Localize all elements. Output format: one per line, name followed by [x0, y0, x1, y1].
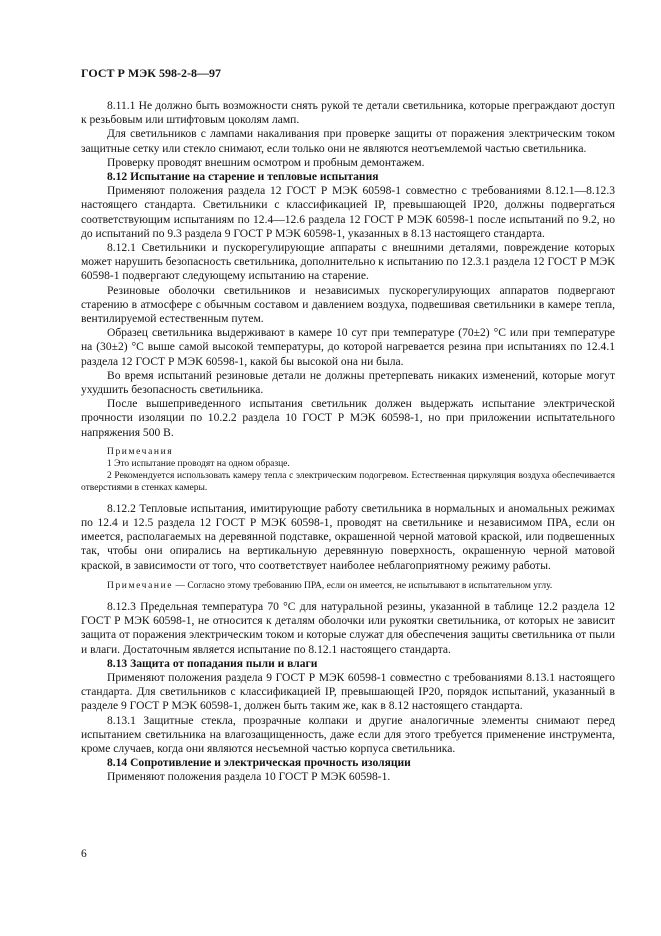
- paragraph: Образец светильника выдерживают в камере 10 сут при температуре (70±2) °С или при температуре на (30±2) °С выше самой высокой температуры, до которой нагревается резина при испытаниях по 12.4.1 раздела 12 ГОСТ Р МЭК 60598-1, какой бы высокой она ни была.: [81, 327, 615, 368]
- note-3-text: — Согласно этому требованию ПРА, если он имеется, не испытывают в испытательном углу.: [173, 580, 553, 591]
- note-3-lead: Примечание: [107, 580, 174, 591]
- notes-block: [81, 446, 615, 494]
- paragraph-8-12-3: 8.12.3 Предельная температура 70 °С для натуральной резины, указанной в таблице 12.2 раздела 12 ГОСТ Р МЭК 60598-1, не относится к деталям оболочки или рукоятки светильника, от которых не зависит защита от поражения электрическим током и которые служат для обеспечения защиты светильника от пыли и влаги. Достаточным является испытание по 8.12.1 настоящего стандарта.: [81, 600, 615, 656]
- paragraph: Для светильников с лампами накаливания при проверке защиты от поражения электрическим током защитные сетку или стекло снимают, если только они не являются неотъемлемой частью светильника.: [81, 128, 615, 155]
- paragraph-8-12-2: 8.12.2 Тепловые испытания, имитирующие работу светильника в нормальных и аномальных режимах по 12.4 и 12.5 раздела 12 ГОСТ Р МЭК 60598-1, проводят на светильнике и независимом ПРА, если он имеется, располагаемых на деревянной подставке, окрашенной черной матовой краской, или подвешенных так, чтобы они опирались на вертикальную деревянную поверхность, окрашенную черной матовой краской, в зависимости от того, что соответствует наиболее неблагоприятному режиму работы.: [81, 502, 615, 572]
- notes-title: Примечания: [107, 446, 174, 457]
- paragraph: Применяют положения раздела 10 ГОСТ Р МЭК 60598-1.: [107, 771, 391, 784]
- section-heading-8-12: 8.12 Испытание на старение и тепловые испытания: [107, 171, 379, 184]
- paragraph: Применяют положения раздела 12 ГОСТ Р МЭК 60598-1 совместно с требованиями 8.12.1—8.12.3 настоящего стандарта. Светильники с классификацией IP, превышающей IP20, должны подвергаться соответствующим испытаниям по 12.4—12.6 раздела 12 ГОСТ Р МЭК 60598-1 после испытаний по 9.2, но до испытаний по 9.3 раздела 9 ГОСТ Р МЭК 60598-1, указанных в 8.13 настоящего стандарта.: [81, 185, 615, 240]
- note-2: 2 Рекомендуется использовать камеру тепла с электрическим подогревом. Естественная циркуляция воздуха обеспечивается отверстиями в стенках камеры.: [81, 470, 615, 493]
- paragraph: После вышеприведенного испытания светильник должен выдержать испытание электрической прочности изоляции по 10.2.2 раздела 10 ГОСТ Р МЭК 60598-1, но при приложении испытательного напряжения 500 В.: [81, 398, 615, 439]
- paragraph: Применяют положения раздела 9 ГОСТ Р МЭК 60598-1 совместно с требованиями 8.13.1 настоящего стандарта. Для светильников с классификацией IP, превышающей IP20, порядок испытаний, указанный в разделе 9 ГОСТ Р МЭК 60598-1, должен быть таким же, как в 8.12 настоящего стандарта.: [81, 671, 615, 713]
- section-heading-8-13: 8.13 Защита от попадания пыли и влаги: [107, 657, 318, 670]
- note-block: [81, 580, 615, 592]
- page-number: 6: [81, 848, 87, 860]
- paragraph: Проверку проводят внешним осмотром и пробным демонтажем.: [107, 156, 425, 169]
- paragraph: Резиновые оболочки светильников и независимых пускорегулирующих аппаратов подвергают старению в атмосфере с обычным составом и давлением воздуха, подвешивая светильники в камере тепла, вентилируемой естественным путем.: [81, 284, 615, 326]
- paragraph-8-12-1: 8.12.1 Светильники и пускорегулирующие аппараты с внешними деталями, повреждение которых может нарушить безопасность светильника, дополнительно к испытанию по 12.3.1 раздела 12 ГОСТ Р МЭК 60598-1 подвергают следующему испытанию на старение.: [81, 242, 615, 283]
- note-1: 1 Это испытание проводят на одном образце.: [107, 458, 290, 469]
- paragraph: Во время испытаний резиновые детали не должны претерпевать никаких изменений, которые могут ухудшить безопасность светильника.: [81, 369, 615, 397]
- section-heading-8-14: 8.14 Сопротивление и электрическая прочность изоляции: [107, 757, 411, 770]
- paragraph-8-11-1: 8.11.1 Не должно быть возможности снять рукой те детали светильника, которые преграждают доступ к резьбовым или штифтовым цоколям ламп.: [81, 100, 615, 127]
- page-header: ГОСТ Р МЭК 598-2-8—97: [81, 66, 221, 80]
- note-3: [81, 580, 615, 592]
- paragraph-8-13-1: 8.13.1 Защитные стекла, прозрачные колпаки и другие аналогичные элементы снимают перед испытанием светильника на влагозащищенность, даже если для этого требуется применение инструмента, кроме случаев, когда они являются несъемной частью корпуса светильника.: [81, 714, 615, 755]
